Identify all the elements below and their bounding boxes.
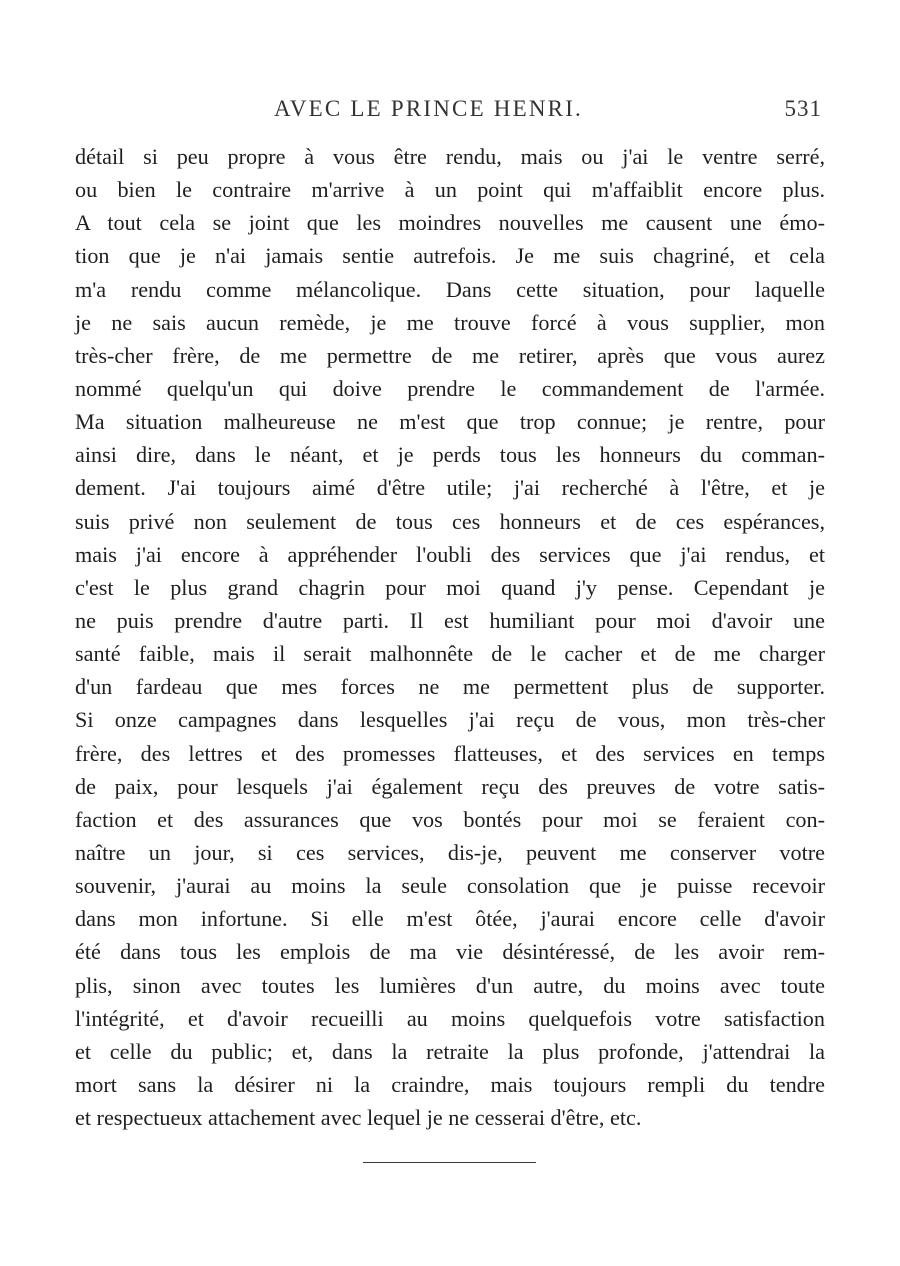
text-line: tion que je n'ai jamais sentie autrefois. Je me suis chagriné, et cela [75,243,825,269]
text-line: souvenir, j'aurai au moins la seule consolation que je puisse recevoir [75,873,825,899]
text-line: faction et des assurances que vos bontés pour moi se feraient con- [75,806,825,832]
text-line: mort sans la désirer ni la craindre, mais toujours rempli du tendre [75,1071,825,1097]
text-line: je ne sais aucun remède, je me trouve forcé à vous supplier, mon [75,309,825,335]
text-line: plis, sinon avec toutes les lumières d'un autre, du moins avec toute [75,972,825,998]
closing-rule [363,1162,536,1163]
text-line: santé faible, mais il serait malhonnête de le cacher et de me charger [75,641,825,667]
text-line: ne puis prendre d'autre parti. Il est humiliant pour moi d'avoir une [75,607,825,633]
text-line: mais j'ai encore à appréhender l'oubli des services que j'ai rendus, et [75,541,825,567]
text-line: Si onze campagnes dans lesquelles j'ai reçu de vous, mon très-cher [75,707,825,733]
text-line: frère, des lettres et des promesses flatteuses, et des services en temps [75,740,825,766]
text-line: m'a rendu comme mélancolique. Dans cette situation, pour laquelle [75,276,825,302]
text-line: A tout cela se joint que les moindres nouvelles me causent une émo- [75,210,825,236]
text-line: dement. J'ai toujours aimé d'être utile; j'ai recherché à l'être, et je [75,475,825,501]
text-line: détail si peu propre à vous être rendu, mais ou j'ai le ventre serré, [75,144,825,169]
text-line: de paix, pour lesquels j'ai également reçu des preuves de votre satis- [75,773,825,799]
text-line: et celle du public; et, dans la retraite la plus profonde, j'attendrai la [75,1038,825,1064]
running-title: AVEC LE PRINCE HENRI. [274,96,584,121]
letter-text [75,140,825,1134]
text-line: très-cher frère, de me permettre de me retirer, après que vous aurez [75,342,825,368]
text-line: l'intégrité, et d'avoir recueilli au moins quelquefois votre satisfaction [75,1005,825,1031]
text-line: d'un fardeau que mes forces ne me permettent plus de supporter. [75,674,825,700]
text-line: Ma situation malheureuse ne m'est que trop connue; je rentre, pour [75,409,825,435]
text-line: naître un jour, si ces services, dis-je, peuvent me conserver votre [75,839,825,865]
text-line: dans mon infortune. Si elle m'est ôtée, j'aurai encore celle d'avoir [75,906,825,932]
text-line: et respectueux attachement avec lequel je ne cesserai d'être, etc. [75,1105,642,1131]
page-number: 531 [784,96,822,121]
text-line: suis privé non seulement de tous ces honneurs et de ces espérances, [75,508,825,534]
running-head [0,96,900,130]
text-line: ou bien le contraire m'arrive à un point qui m'affaiblit encore plus. [75,177,825,203]
text-line: été dans tous les emplois de ma vie désintéressé, de les avoir rem- [75,939,825,965]
text-line: c'est le plus grand chagrin pour moi quand j'y pense. Cependant je [75,574,825,600]
text-line: ainsi dire, dans le néant, et je perds tous les honneurs du comman- [75,442,825,468]
text-line: nommé quelqu'un qui doive prendre le commandement de l'armée. [75,375,825,401]
